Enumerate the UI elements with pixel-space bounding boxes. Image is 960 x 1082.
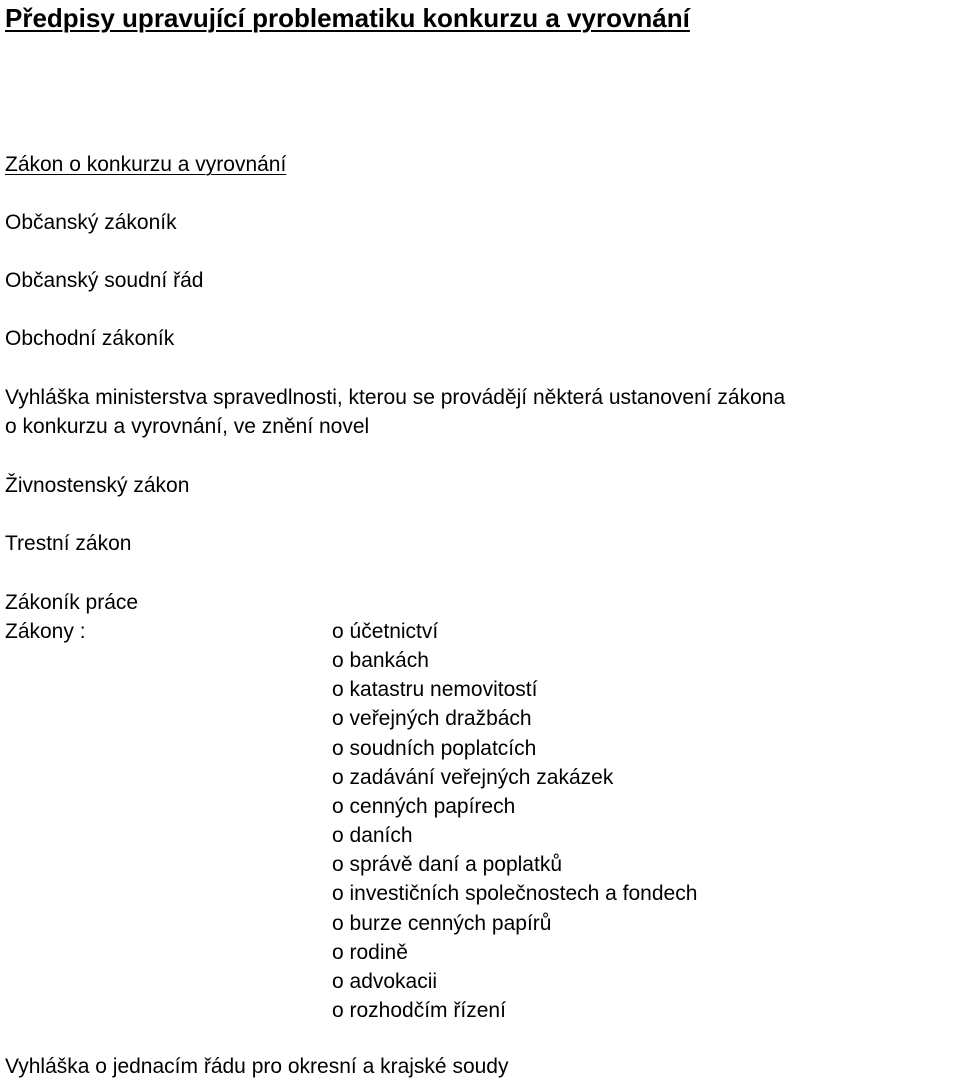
laws-list xyxy=(332,617,697,1025)
vyhlaska-jednaci-rad: Vyhláška o jednacím řádu pro okresní a krajské soudy xyxy=(5,1055,509,1078)
page-title: Předpisy upravující problematiku konkurzu a vyrovnání xyxy=(5,3,690,33)
law-item: o burze cenných papírů xyxy=(332,911,552,935)
law-item: o soudních poplatcích xyxy=(332,736,537,760)
law-item: o veřejných dražbách xyxy=(332,707,532,731)
law-item: o rozhodčím řízení xyxy=(332,999,506,1023)
zakon-o-konkurzu-link[interactable]: Zákon o konkurzu a vyrovnání xyxy=(5,153,287,176)
zivnostensky-zakon: Živnostenský zákon xyxy=(5,474,190,497)
law-item: o bankách xyxy=(332,649,429,673)
law-item: o účetnictví xyxy=(332,620,439,643)
law-item: o zadávání veřejných zakázek xyxy=(332,765,614,789)
trestni-zakon: Trestní zákon xyxy=(5,532,132,555)
law-item: o katastru nemovitostí xyxy=(332,678,538,702)
zakonik-prace: Zákoník práce xyxy=(5,591,139,614)
law-item: o správě daní a poplatků xyxy=(332,853,562,877)
obchodni-zakonik: Obchodní zákoník xyxy=(5,327,175,350)
vyhlaska-line-2: o konkurzu a vyrovnání, ve znění novel xyxy=(5,415,370,438)
obcansky-zakonik: Občanský zákoník xyxy=(5,211,177,234)
zakony-label: Zákony : xyxy=(5,620,86,643)
law-item: o rodině xyxy=(332,940,408,964)
law-item: o investičních společnostech a fondech xyxy=(332,882,698,906)
law-item: o daních xyxy=(332,824,413,848)
law-item: o advokacii xyxy=(332,969,438,993)
law-item: o cenných papírech xyxy=(332,794,516,818)
vyhlaska-line-1: Vyhláška ministerstva spravedlnosti, kterou se provádějí některá ustanovení zákona xyxy=(5,386,786,409)
obcansky-soudni-rad: Občanský soudní řád xyxy=(5,269,204,292)
